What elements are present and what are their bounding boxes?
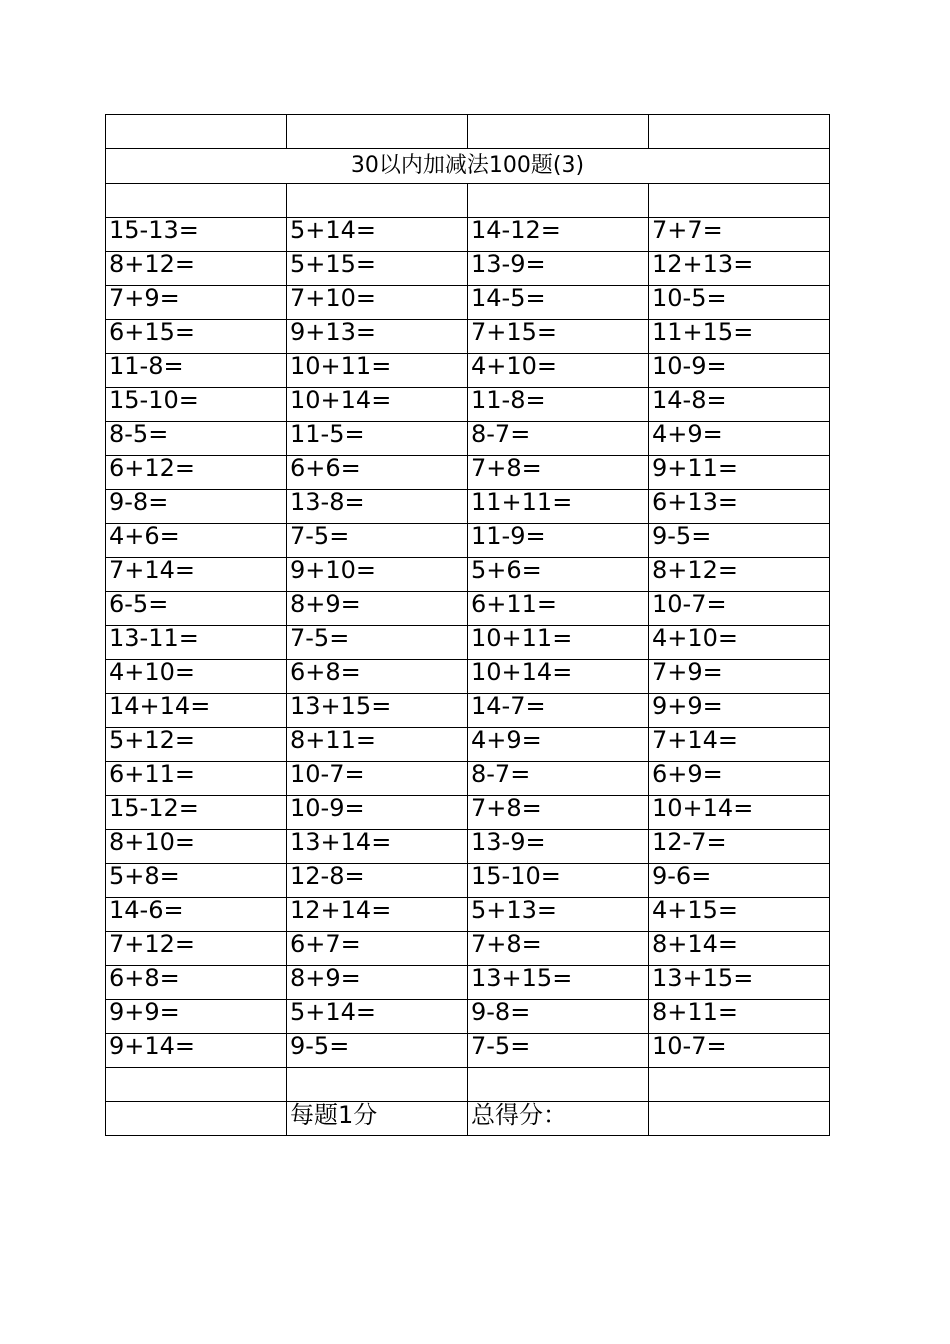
problem-cell: 10+11=	[468, 626, 649, 660]
problem-cell: 7+7=	[649, 218, 830, 252]
problem-row	[106, 558, 830, 592]
problem-row	[106, 490, 830, 524]
blank-cell	[287, 184, 468, 218]
problem-cell: 10-7=	[287, 762, 468, 796]
problem-cell: 7+15=	[468, 320, 649, 354]
problem-cell: 5+14=	[287, 218, 468, 252]
problem-row	[106, 932, 830, 966]
problem-cell: 9-5=	[649, 524, 830, 558]
problem-cell: 13-9=	[468, 252, 649, 286]
problem-cell: 6+8=	[106, 966, 287, 1000]
problem-cell: 6+13=	[649, 490, 830, 524]
problem-cell: 6+6=	[287, 456, 468, 490]
problem-cell: 8+14=	[649, 932, 830, 966]
problem-cell: 7+8=	[468, 932, 649, 966]
problem-cell: 15-10=	[468, 864, 649, 898]
problem-cell: 9-8=	[468, 1000, 649, 1034]
points-per-question-label: 每题1分	[287, 1102, 468, 1136]
problem-row	[106, 388, 830, 422]
problem-cell: 9-6=	[649, 864, 830, 898]
problem-cell: 6-5=	[106, 592, 287, 626]
problem-cell: 5+8=	[106, 864, 287, 898]
problem-row	[106, 422, 830, 456]
blank-row-bottom	[106, 1068, 830, 1102]
title-row	[106, 149, 830, 184]
problem-cell: 13+15=	[287, 694, 468, 728]
problem-row	[106, 830, 830, 864]
problem-row	[106, 694, 830, 728]
problem-cell: 6+15=	[106, 320, 287, 354]
page-title: 30以内加减法100题(3)	[106, 149, 830, 184]
problem-cell: 13-9=	[468, 830, 649, 864]
blank-cell	[106, 115, 287, 149]
problem-cell: 10+14=	[468, 660, 649, 694]
problem-row	[106, 524, 830, 558]
problem-cell: 7+8=	[468, 456, 649, 490]
problem-cell: 4+9=	[649, 422, 830, 456]
problem-cell: 15-10=	[106, 388, 287, 422]
blank-cell	[468, 184, 649, 218]
problem-row	[106, 320, 830, 354]
total-score-field	[649, 1102, 830, 1136]
problem-cell: 7+14=	[106, 558, 287, 592]
problem-row	[106, 728, 830, 762]
problem-cell: 11-8=	[468, 388, 649, 422]
problem-cell: 10+11=	[287, 354, 468, 388]
problem-cell: 5+14=	[287, 1000, 468, 1034]
blank-cell	[649, 184, 830, 218]
problem-cell: 13+14=	[287, 830, 468, 864]
problem-cell: 10-5=	[649, 286, 830, 320]
blank-cell	[287, 115, 468, 149]
problem-row	[106, 660, 830, 694]
problem-cell: 8+9=	[287, 966, 468, 1000]
blank-cell	[287, 1068, 468, 1102]
problem-cell: 11-5=	[287, 422, 468, 456]
problem-cell: 4+10=	[649, 626, 830, 660]
blank-row	[106, 184, 830, 218]
problem-cell: 7+10=	[287, 286, 468, 320]
problem-cell: 8+11=	[649, 1000, 830, 1034]
problem-cell: 10+14=	[287, 388, 468, 422]
problem-cell: 13+15=	[649, 966, 830, 1000]
problem-cell: 8+11=	[287, 728, 468, 762]
problem-row	[106, 592, 830, 626]
problem-cell: 9+14=	[106, 1034, 287, 1068]
problem-cell: 6+11=	[106, 762, 287, 796]
problem-cell: 8+9=	[287, 592, 468, 626]
problem-cell: 7-5=	[287, 524, 468, 558]
problem-cell: 14-12=	[468, 218, 649, 252]
blank-cell	[468, 115, 649, 149]
blank-cell	[106, 1068, 287, 1102]
problem-cell: 8-5=	[106, 422, 287, 456]
problem-cell: 8+12=	[106, 252, 287, 286]
problem-cell: 8+10=	[106, 830, 287, 864]
problem-cell: 4+10=	[106, 660, 287, 694]
problem-cell: 12-7=	[649, 830, 830, 864]
blank-cell	[106, 184, 287, 218]
problem-row	[106, 796, 830, 830]
problem-cell: 9-8=	[106, 490, 287, 524]
problem-cell: 15-13=	[106, 218, 287, 252]
problem-cell: 5+13=	[468, 898, 649, 932]
blank-cell	[468, 1068, 649, 1102]
problem-row	[106, 1000, 830, 1034]
problem-cell: 7-5=	[287, 626, 468, 660]
blank-cell	[649, 1068, 830, 1102]
problem-cell: 14-5=	[468, 286, 649, 320]
problem-row	[106, 286, 830, 320]
problem-cell: 10+14=	[649, 796, 830, 830]
problem-cell: 9+9=	[106, 1000, 287, 1034]
problem-cell: 14+14=	[106, 694, 287, 728]
problem-cell: 15-12=	[106, 796, 287, 830]
problem-cell: 5+6=	[468, 558, 649, 592]
problem-cell: 4+10=	[468, 354, 649, 388]
problem-cell: 9+13=	[287, 320, 468, 354]
problem-cell: 11-8=	[106, 354, 287, 388]
total-score-label: 总得分：	[468, 1102, 649, 1136]
problem-cell: 14-7=	[468, 694, 649, 728]
footer-row	[106, 1102, 830, 1136]
problem-row	[106, 354, 830, 388]
problem-cell: 6+11=	[468, 592, 649, 626]
problem-cell: 9+9=	[649, 694, 830, 728]
problem-cell: 9-5=	[287, 1034, 468, 1068]
problem-row	[106, 898, 830, 932]
problem-row	[106, 252, 830, 286]
problem-cell: 13-11=	[106, 626, 287, 660]
problem-cell: 7-5=	[468, 1034, 649, 1068]
problem-cell: 6+12=	[106, 456, 287, 490]
problem-cell: 8+12=	[649, 558, 830, 592]
problem-cell: 13+15=	[468, 966, 649, 1000]
problem-cell: 10-9=	[649, 354, 830, 388]
worksheet	[105, 114, 828, 1136]
problem-cell: 10-9=	[287, 796, 468, 830]
problem-cell: 12+13=	[649, 252, 830, 286]
problem-cell: 9+11=	[649, 456, 830, 490]
problem-cell: 7+12=	[106, 932, 287, 966]
problem-cell: 9+10=	[287, 558, 468, 592]
problem-cell: 10-7=	[649, 1034, 830, 1068]
problem-cell: 13-8=	[287, 490, 468, 524]
problem-cell: 8-7=	[468, 422, 649, 456]
problem-cell: 14-8=	[649, 388, 830, 422]
blank-cell	[106, 1102, 287, 1136]
problem-cell: 6+9=	[649, 762, 830, 796]
problem-cell: 14-6=	[106, 898, 287, 932]
problem-cell: 12-8=	[287, 864, 468, 898]
problem-cell: 7+14=	[649, 728, 830, 762]
problem-cell: 7+9=	[106, 286, 287, 320]
blank-cell	[649, 115, 830, 149]
worksheet-table	[105, 114, 830, 1136]
problem-cell: 4+15=	[649, 898, 830, 932]
problem-cell: 5+12=	[106, 728, 287, 762]
problem-cell: 6+7=	[287, 932, 468, 966]
problem-row	[106, 626, 830, 660]
problem-cell: 12+14=	[287, 898, 468, 932]
problem-row	[106, 864, 830, 898]
problem-cell: 11+11=	[468, 490, 649, 524]
blank-row-top	[106, 115, 830, 149]
problem-row	[106, 762, 830, 796]
problem-row	[106, 966, 830, 1000]
problem-row	[106, 456, 830, 490]
problem-cell: 4+6=	[106, 524, 287, 558]
problem-cell: 4+9=	[468, 728, 649, 762]
problem-cell: 11-9=	[468, 524, 649, 558]
problem-cell: 7+8=	[468, 796, 649, 830]
problem-row	[106, 218, 830, 252]
problem-cell: 5+15=	[287, 252, 468, 286]
problem-cell: 7+9=	[649, 660, 830, 694]
problem-cell: 10-7=	[649, 592, 830, 626]
problem-cell: 6+8=	[287, 660, 468, 694]
problem-row	[106, 1034, 830, 1068]
problem-cell: 11+15=	[649, 320, 830, 354]
problem-cell: 8-7=	[468, 762, 649, 796]
